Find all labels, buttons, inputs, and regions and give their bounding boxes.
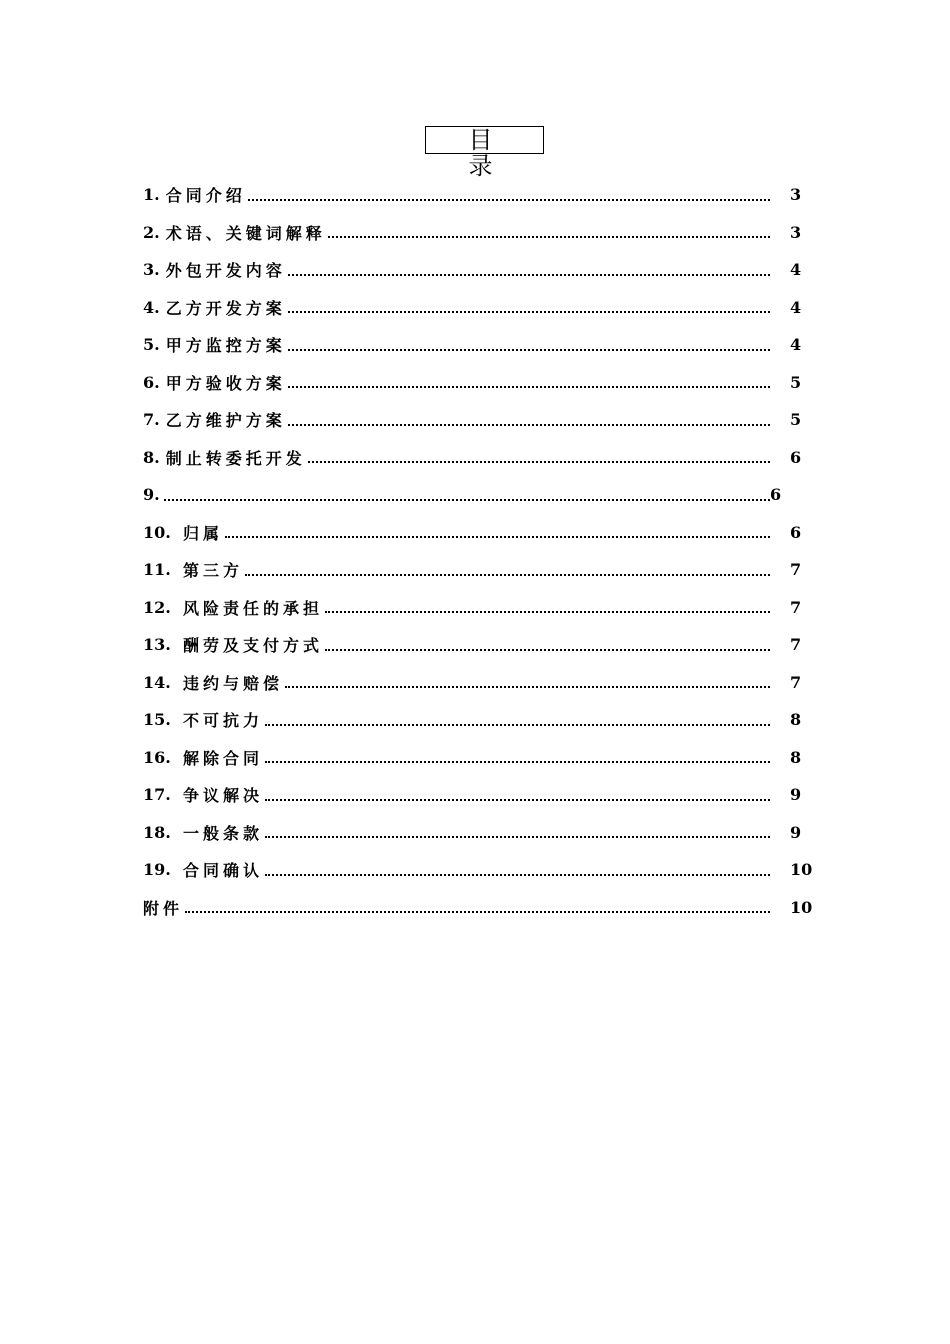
toc-entry-label: 不可抗力 bbox=[183, 711, 264, 731]
toc-entry[interactable] bbox=[143, 814, 808, 852]
toc-entry[interactable] bbox=[143, 289, 808, 327]
toc-entry-number: 1. bbox=[143, 185, 160, 205]
toc-entry-page: 9 bbox=[790, 822, 802, 842]
dot-leader bbox=[265, 724, 770, 726]
toc-entry-number: 5. bbox=[143, 335, 160, 355]
toc-entry-number: 11. bbox=[143, 560, 171, 580]
toc-entry[interactable] bbox=[143, 364, 808, 402]
toc-entry-label: 违约与赔偿 bbox=[183, 673, 284, 693]
toc-entry-number: 10. bbox=[143, 522, 171, 542]
toc-entry-page: 5 bbox=[790, 410, 802, 430]
toc-entry-page: 6 bbox=[770, 485, 782, 505]
toc-entry[interactable] bbox=[143, 701, 808, 739]
toc-entry[interactable] bbox=[143, 326, 808, 364]
toc-entry-page: 3 bbox=[790, 185, 802, 205]
toc-entry-number: 15. bbox=[143, 710, 171, 730]
toc-entry[interactable] bbox=[143, 776, 808, 814]
toc-entry-label: 甲方监控方案 bbox=[165, 336, 286, 356]
toc-entry-page: 3 bbox=[790, 222, 802, 242]
dot-leader bbox=[164, 499, 770, 501]
toc-entry[interactable] bbox=[143, 739, 808, 777]
toc-entry-label: 争议解决 bbox=[183, 786, 264, 806]
toc-entry-page: 9 bbox=[790, 785, 802, 805]
toc-entry-page: 7 bbox=[790, 597, 802, 617]
toc-entry-page: 10 bbox=[790, 897, 813, 917]
toc-entry-page: 10 bbox=[790, 860, 813, 880]
dot-leader bbox=[185, 911, 770, 913]
dot-leader bbox=[288, 386, 770, 388]
toc-entry-label: 酬劳及支付方式 bbox=[183, 636, 324, 656]
dot-leader bbox=[288, 424, 770, 426]
toc-title: 目 录 bbox=[425, 126, 544, 154]
toc-entry-label: 解除合同 bbox=[183, 748, 264, 768]
dot-leader bbox=[225, 536, 770, 538]
toc-entry[interactable] bbox=[143, 589, 808, 627]
toc-entry-page: 5 bbox=[790, 372, 802, 392]
toc-entry[interactable] bbox=[143, 401, 808, 439]
toc-entry-page: 7 bbox=[790, 672, 802, 692]
toc-entry[interactable] bbox=[143, 514, 808, 552]
dot-leader bbox=[265, 761, 770, 763]
toc-entry-label: 外包开发内容 bbox=[165, 261, 286, 281]
toc-entry-number: 6. bbox=[143, 372, 160, 392]
toc-entry-number: 14. bbox=[143, 672, 171, 692]
toc-entry-label: 乙方开发方案 bbox=[165, 298, 286, 318]
toc-entry-page: 4 bbox=[790, 335, 802, 355]
toc-entry-label: 合同确认 bbox=[183, 861, 264, 881]
toc-entry-label: 制止转委托开发 bbox=[165, 448, 306, 468]
toc-entry[interactable] bbox=[143, 439, 808, 477]
toc-entry-page: 6 bbox=[790, 447, 802, 467]
toc-entry-label: 合同介绍 bbox=[165, 186, 246, 206]
toc-entry[interactable] bbox=[143, 176, 808, 214]
toc-list bbox=[143, 176, 813, 926]
dot-leader bbox=[308, 461, 770, 463]
toc-entry-number: 8. bbox=[143, 447, 160, 467]
toc-entry-page: 4 bbox=[790, 260, 802, 280]
toc-entry-label: 乙方维护方案 bbox=[165, 411, 286, 431]
dot-leader bbox=[265, 836, 770, 838]
toc-entry-page: 8 bbox=[790, 747, 802, 767]
toc-entry[interactable] bbox=[143, 664, 808, 702]
toc-entry[interactable] bbox=[143, 851, 813, 889]
toc-entry-page: 7 bbox=[790, 635, 802, 655]
dot-leader bbox=[288, 311, 770, 313]
toc-entry-page: 8 bbox=[790, 710, 802, 730]
toc-entry-number: 16. bbox=[143, 747, 171, 767]
dot-leader bbox=[288, 349, 770, 351]
toc-entry-label: 术语、关键词解释 bbox=[165, 223, 326, 243]
toc-entry[interactable] bbox=[143, 214, 808, 252]
toc-entry-number: 13. bbox=[143, 635, 171, 655]
toc-entry-label: 第三方 bbox=[183, 561, 244, 581]
toc-entry[interactable] bbox=[143, 889, 813, 927]
dot-leader bbox=[285, 686, 770, 688]
toc-entry-number: 7. bbox=[143, 410, 160, 430]
toc-entry-label: 甲方验收方案 bbox=[165, 373, 286, 393]
toc-entry-number: 9. bbox=[143, 485, 160, 505]
toc-entry-number: 12. bbox=[143, 597, 171, 617]
toc-entry-number: 4. bbox=[143, 297, 160, 317]
dot-leader bbox=[245, 574, 770, 576]
toc-entry-number: 17. bbox=[143, 785, 171, 805]
toc-entry-label: 风险责任的承担 bbox=[183, 598, 324, 618]
dot-leader bbox=[248, 199, 770, 201]
toc-entry-number: 18. bbox=[143, 822, 171, 842]
toc-entry-number: 2. bbox=[143, 222, 160, 242]
toc-entry[interactable] bbox=[143, 476, 808, 514]
dot-leader bbox=[325, 611, 770, 613]
dot-leader bbox=[328, 236, 770, 238]
toc-entry-number: 3. bbox=[143, 260, 160, 280]
toc-entry[interactable] bbox=[143, 551, 808, 589]
toc-entry-label: 附件 bbox=[143, 898, 184, 918]
toc-entry-label: 一般条款 bbox=[183, 823, 264, 843]
toc-entry-page: 4 bbox=[790, 297, 802, 317]
dot-leader bbox=[325, 649, 770, 651]
toc-entry-page: 6 bbox=[790, 522, 802, 542]
dot-leader bbox=[265, 874, 770, 876]
toc-entry-page: 7 bbox=[790, 560, 802, 580]
toc-entry[interactable] bbox=[143, 626, 808, 664]
toc-entry-label: 归属 bbox=[183, 523, 224, 543]
toc-entry[interactable] bbox=[143, 251, 808, 289]
dot-leader bbox=[265, 799, 770, 801]
toc-entry-number: 19. bbox=[143, 860, 171, 880]
dot-leader bbox=[288, 274, 770, 276]
